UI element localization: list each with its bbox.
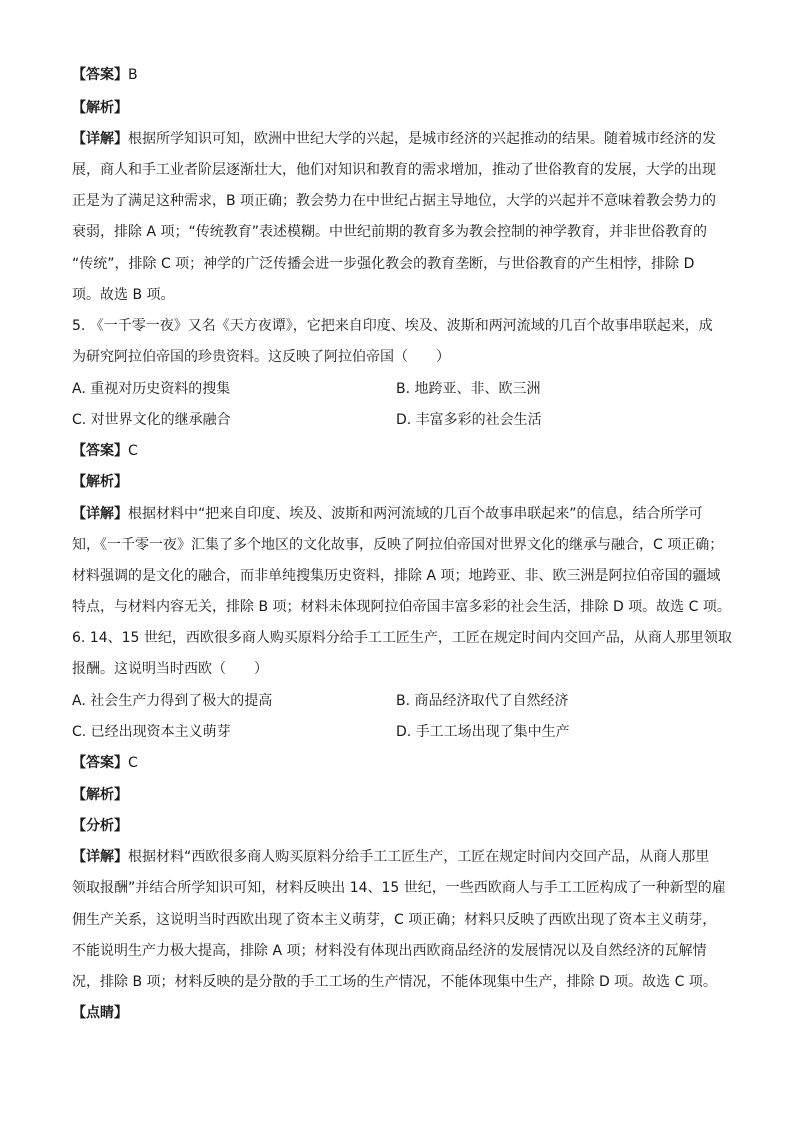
option-a: A. 重视对历史资料的搜集 [72, 381, 231, 397]
answer-line [72, 753, 722, 773]
option-d: D. 手工工场出现了集中生产 [396, 724, 570, 740]
detail-line: 佣生产关系，这说明当时西欧出现了资本主义萌芽，C 项正确；材料只反映了西欧出现了资本主义萌芽， [72, 912, 717, 928]
answer-value: C [128, 755, 138, 771]
option-b: B. 地跨亚、非、欧三洲 [396, 381, 541, 397]
answer-tag: 【答案】 [72, 755, 128, 771]
detail-tag: 【详解】 [72, 506, 128, 522]
answer-line [72, 65, 722, 85]
answer-tag: 【答案】 [72, 67, 128, 83]
detail-line: 特点，与材料内容无关，排除 B 项；材料未体现阿拉伯帝国丰富多彩的社会生活，排除 D 项。故选 C 项。 [72, 599, 731, 615]
detail-line: 不能说明生产力极大提高，排除 A 项；材料没有体现出西欧商品经济的发展情况以及自然经济的瓦解情 [72, 943, 707, 959]
detail-tag: 【详解】 [72, 131, 128, 147]
answer-value: B [128, 67, 138, 83]
answer-value: C [128, 443, 138, 459]
detail-line: 衰弱，排除 A 项；“传统教育”表述模糊。中世纪前期的教育多为教会控制的神学教育，并非世俗教育的 [72, 224, 707, 240]
detail-line: 正是为了满足这种需求，B 项正确；教会势力在中世纪占据主导地位，大学的兴起并不意味着教会势力的 [72, 193, 717, 209]
detail-line: 【详解】根据材料中“把来自印度、埃及、波斯和两河流域的几百个故事串联起来”的信息，结合所学可 [72, 506, 703, 522]
detail-line: 展，商人和手工业者阶层逐渐壮大，他们对知识和教育的需求增加，推动了世俗教育的发展，大学的出现 [72, 162, 716, 178]
question-stem: 为研究阿拉伯帝国的珍贵资料。这反映了阿拉伯帝国（ ） [72, 349, 450, 365]
analysis-tag: 【解析】 [72, 787, 128, 803]
option-d: D. 丰富多彩的社会生活 [396, 412, 542, 428]
option-c: C. 已经出现资本主义萌芽 [72, 724, 231, 740]
option-b: B. 商品经济取代了自然经济 [396, 693, 569, 709]
question-stem: 6. 14、15 世纪，西欧很多商人购买原料分给手工工匠生产，工匠在规定时间内交回产品，从商人那里领取 [72, 630, 732, 646]
answer-tag: 【答案】 [72, 443, 128, 459]
fenxi-tag: 【分析】 [72, 818, 128, 834]
detail-line: 况，排除 B 项；材料反映的是分散的手工工场的生产情况，不能体现集中生产，排除 D 项。故选 C 项。 [72, 974, 717, 990]
option-c: C. 对世界文化的继承融合 [72, 412, 231, 428]
question-stem: 5. 《一千零一夜》又名《天方夜谭》，它把来自印度、埃及、波斯和两河流域的几百个故事串联起来，成 [72, 318, 713, 334]
analysis-tag: 【解析】 [72, 100, 128, 116]
detail-line: 材料强调的是文化的融合，而非单纯搜集历史资料，排除 A 项；地跨亚、非、欧三洲是阿拉伯帝国的疆域 [72, 568, 721, 584]
answer-line [72, 441, 722, 461]
detail-line: 【详解】根据所学知识可知，欧洲中世纪大学的兴起，是城市经济的兴起推动的结果。随着城市经济的发 [72, 131, 716, 147]
detail-line: “传统”，排除 C 项；神学的广泛传播会进一步强化教会的教育垄断，与世俗教育的产生相悖，排除 D [72, 256, 695, 272]
detail-line: 项。故选 B 项。 [72, 287, 175, 303]
option-a: A. 社会生产力得到了极大的提高 [72, 693, 273, 709]
detail-line: 知，《一千零一夜》汇集了多个地区的文化故事，反映了阿拉伯帝国对世界文化的继承与融合，C 项正确； [72, 537, 724, 553]
analysis-tag: 【解析】 [72, 474, 128, 490]
detail-line: 领取报酬”并结合所学知识可知，材料反映出 14、15 世纪，一些西欧商人与手工工匠构成了一种新型的雇 [72, 880, 726, 896]
question-stem: 报酬。这说明当时西欧（ ） [72, 661, 268, 677]
detail-line: 【详解】根据材料“西欧很多商人购买原料分给手工工匠生产，工匠在规定时间内交回产品，从商人那里 [72, 849, 710, 865]
dianjing-tag: 【点睛】 [72, 1005, 128, 1021]
detail-tag: 【详解】 [72, 849, 128, 865]
